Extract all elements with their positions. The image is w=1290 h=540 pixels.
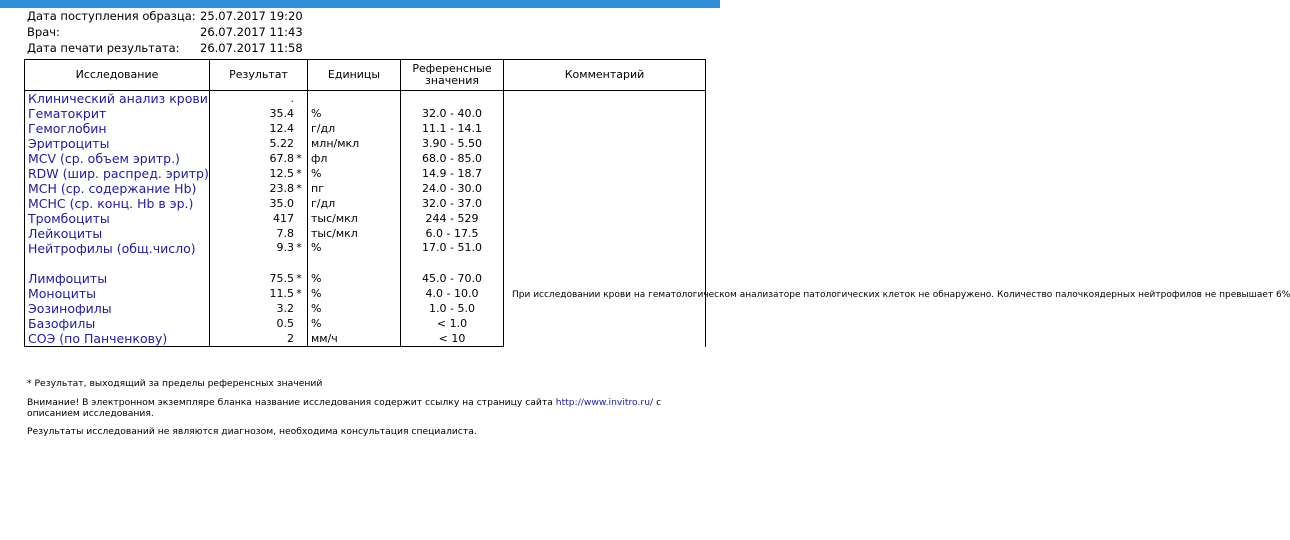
test-unit: %: [308, 166, 401, 181]
test-name: Гемоглобин: [25, 121, 210, 136]
test-reference: 1.0 - 5.0: [401, 301, 504, 316]
doctor-value: 26.07.2017 11:43: [200, 25, 303, 39]
out-of-range-flag: *: [296, 272, 302, 285]
group-value-text: .: [290, 92, 294, 105]
test-unit: млн/мкл: [308, 136, 401, 151]
test-unit: %: [308, 271, 401, 286]
test-unit: пг: [308, 181, 401, 196]
attention-note: [27, 397, 687, 419]
test-name: Лейкоциты: [25, 226, 210, 241]
group-unit: [308, 91, 401, 107]
test-reference: 45.0 - 70.0: [401, 271, 504, 286]
print-date-value: 26.07.2017 11:58: [200, 41, 303, 55]
test-value: [210, 241, 308, 271]
top-accent-bar: [0, 0, 720, 8]
result-number: 3.2: [276, 302, 294, 315]
test-name: СОЭ (по Панченкову): [25, 331, 210, 347]
test-value: [210, 316, 308, 331]
test-unit: %: [308, 106, 401, 121]
out-of-range-flag: *: [296, 241, 302, 254]
result-number: 35.0: [269, 197, 294, 210]
test-unit: г/дл: [308, 196, 401, 211]
sample-date-value: 25.07.2017 19:20: [200, 9, 303, 23]
test-reference: 32.0 - 40.0: [401, 106, 504, 121]
result-number: 5.22: [269, 137, 294, 150]
test-value: [210, 136, 308, 151]
column-header-test: Исследование: [25, 60, 210, 91]
results-table: [24, 59, 1290, 347]
print-date-row: [27, 41, 303, 55]
print-date-label: Дата печати результата:: [27, 41, 180, 55]
test-unit: %: [308, 301, 401, 316]
test-value: [210, 301, 308, 316]
result-number: 12.4: [269, 122, 294, 135]
result-number: 7.8: [276, 227, 294, 240]
sample-date-label: Дата поступления образца:: [27, 9, 196, 23]
comment-cell: [504, 91, 1290, 347]
test-name: Эритроциты: [25, 136, 210, 151]
test-reference: 244 - 529: [401, 211, 504, 226]
result-number: 67.8: [269, 152, 294, 165]
test-reference: < 10: [401, 331, 504, 347]
out-of-range-flag: *: [296, 167, 302, 180]
test-name: Эозинофилы: [25, 301, 210, 316]
test-name: Моноциты: [25, 286, 210, 301]
sample-date-row: [27, 9, 303, 23]
test-value: [210, 196, 308, 211]
out-of-range-flag: *: [296, 152, 302, 165]
test-value: [210, 166, 308, 181]
group-value: [210, 91, 308, 107]
test-unit: тыс/мкл: [308, 211, 401, 226]
result-number: 11.5: [269, 287, 294, 300]
group-ref: [401, 91, 504, 107]
test-reference: 32.0 - 37.0: [401, 196, 504, 211]
test-unit: г/дл: [308, 121, 401, 136]
test-name: MCH (ср. содержание Hb): [25, 181, 210, 196]
test-reference: 14.9 - 18.7: [401, 166, 504, 181]
test-value: [210, 226, 308, 241]
test-reference: 17.0 - 51.0: [401, 241, 504, 271]
result-number: 2: [287, 332, 294, 345]
test-value: [210, 271, 308, 286]
test-value: [210, 151, 308, 166]
test-value: [210, 106, 308, 121]
test-value: [210, 121, 308, 136]
column-header-units: Единицы: [308, 60, 401, 91]
attention-tail: с описанием исследования.: [27, 397, 662, 419]
test-name: Нейтрофилы (общ.число): [25, 241, 210, 271]
column-header-reference: Референсные значения: [401, 60, 504, 91]
test-name: Базофилы: [25, 316, 210, 331]
doctor-row: [27, 25, 303, 39]
test-unit: мм/ч: [308, 331, 401, 347]
out-of-range-flag: *: [296, 182, 302, 195]
comment-text: При исследовании крови на гематологическом анализаторе патологических клеток не обнаружено. Количество палочкоядерных нейтрофилов не превышает 6%: [512, 290, 1290, 301]
test-reference: 24.0 - 30.0: [401, 181, 504, 196]
column-header-result: Результат: [210, 60, 308, 91]
test-reference: 4.0 - 10.0: [401, 286, 504, 301]
result-number: 417: [273, 212, 294, 225]
result-number: 75.5: [269, 272, 294, 285]
test-value: [210, 211, 308, 226]
invitro-link[interactable]: http://www.invitro.ru/: [555, 397, 654, 408]
test-reference: 11.1 - 14.1: [401, 121, 504, 136]
test-unit: фл: [308, 151, 401, 166]
test-value: [210, 286, 308, 301]
result-number: 12.5: [269, 167, 294, 180]
test-name: Лимфоциты: [25, 271, 210, 286]
result-number: 0.5: [276, 317, 294, 330]
test-value: [210, 331, 308, 347]
test-unit: %: [308, 241, 401, 271]
result-number: 23.8: [269, 182, 294, 195]
test-unit: %: [308, 286, 401, 301]
test-reference: 3.90 - 5.50: [401, 136, 504, 151]
test-reference: 68.0 - 85.0: [401, 151, 504, 166]
test-unit: тыс/мкл: [308, 226, 401, 241]
test-reference: 6.0 - 17.5: [401, 226, 504, 241]
test-name: RDW (шир. распред. эритр): [25, 166, 210, 181]
test-value: [210, 181, 308, 196]
test-reference: < 1.0: [401, 316, 504, 331]
attention-text: Внимание! В электронном экземпляре бланка название исследования содержит ссылку на страницу сайта: [27, 397, 553, 408]
column-header-comment: Комментарий: [504, 60, 706, 91]
group-row: [25, 91, 706, 107]
result-number: 35.4: [269, 107, 294, 120]
out-of-range-flag: *: [296, 287, 302, 300]
out-of-range-note: * Результат, выходящий за пределы референсных значений: [27, 378, 323, 389]
test-unit: %: [308, 316, 401, 331]
table-header-row: [25, 60, 706, 91]
result-number: 9.3: [276, 241, 294, 254]
disclaimer-note: Результаты исследований не являются диагнозом, необходима консультация специалиста.: [27, 426, 477, 437]
doctor-label: Врач:: [27, 25, 60, 39]
test-name: Гематокрит: [25, 106, 210, 121]
group-title: Клинический анализ крови: [25, 91, 210, 107]
test-name: Тромбоциты: [25, 211, 210, 226]
test-name: MCHC (ср. конц. Hb в эр.): [25, 196, 210, 211]
test-name: MCV (ср. объем эритр.): [25, 151, 210, 166]
